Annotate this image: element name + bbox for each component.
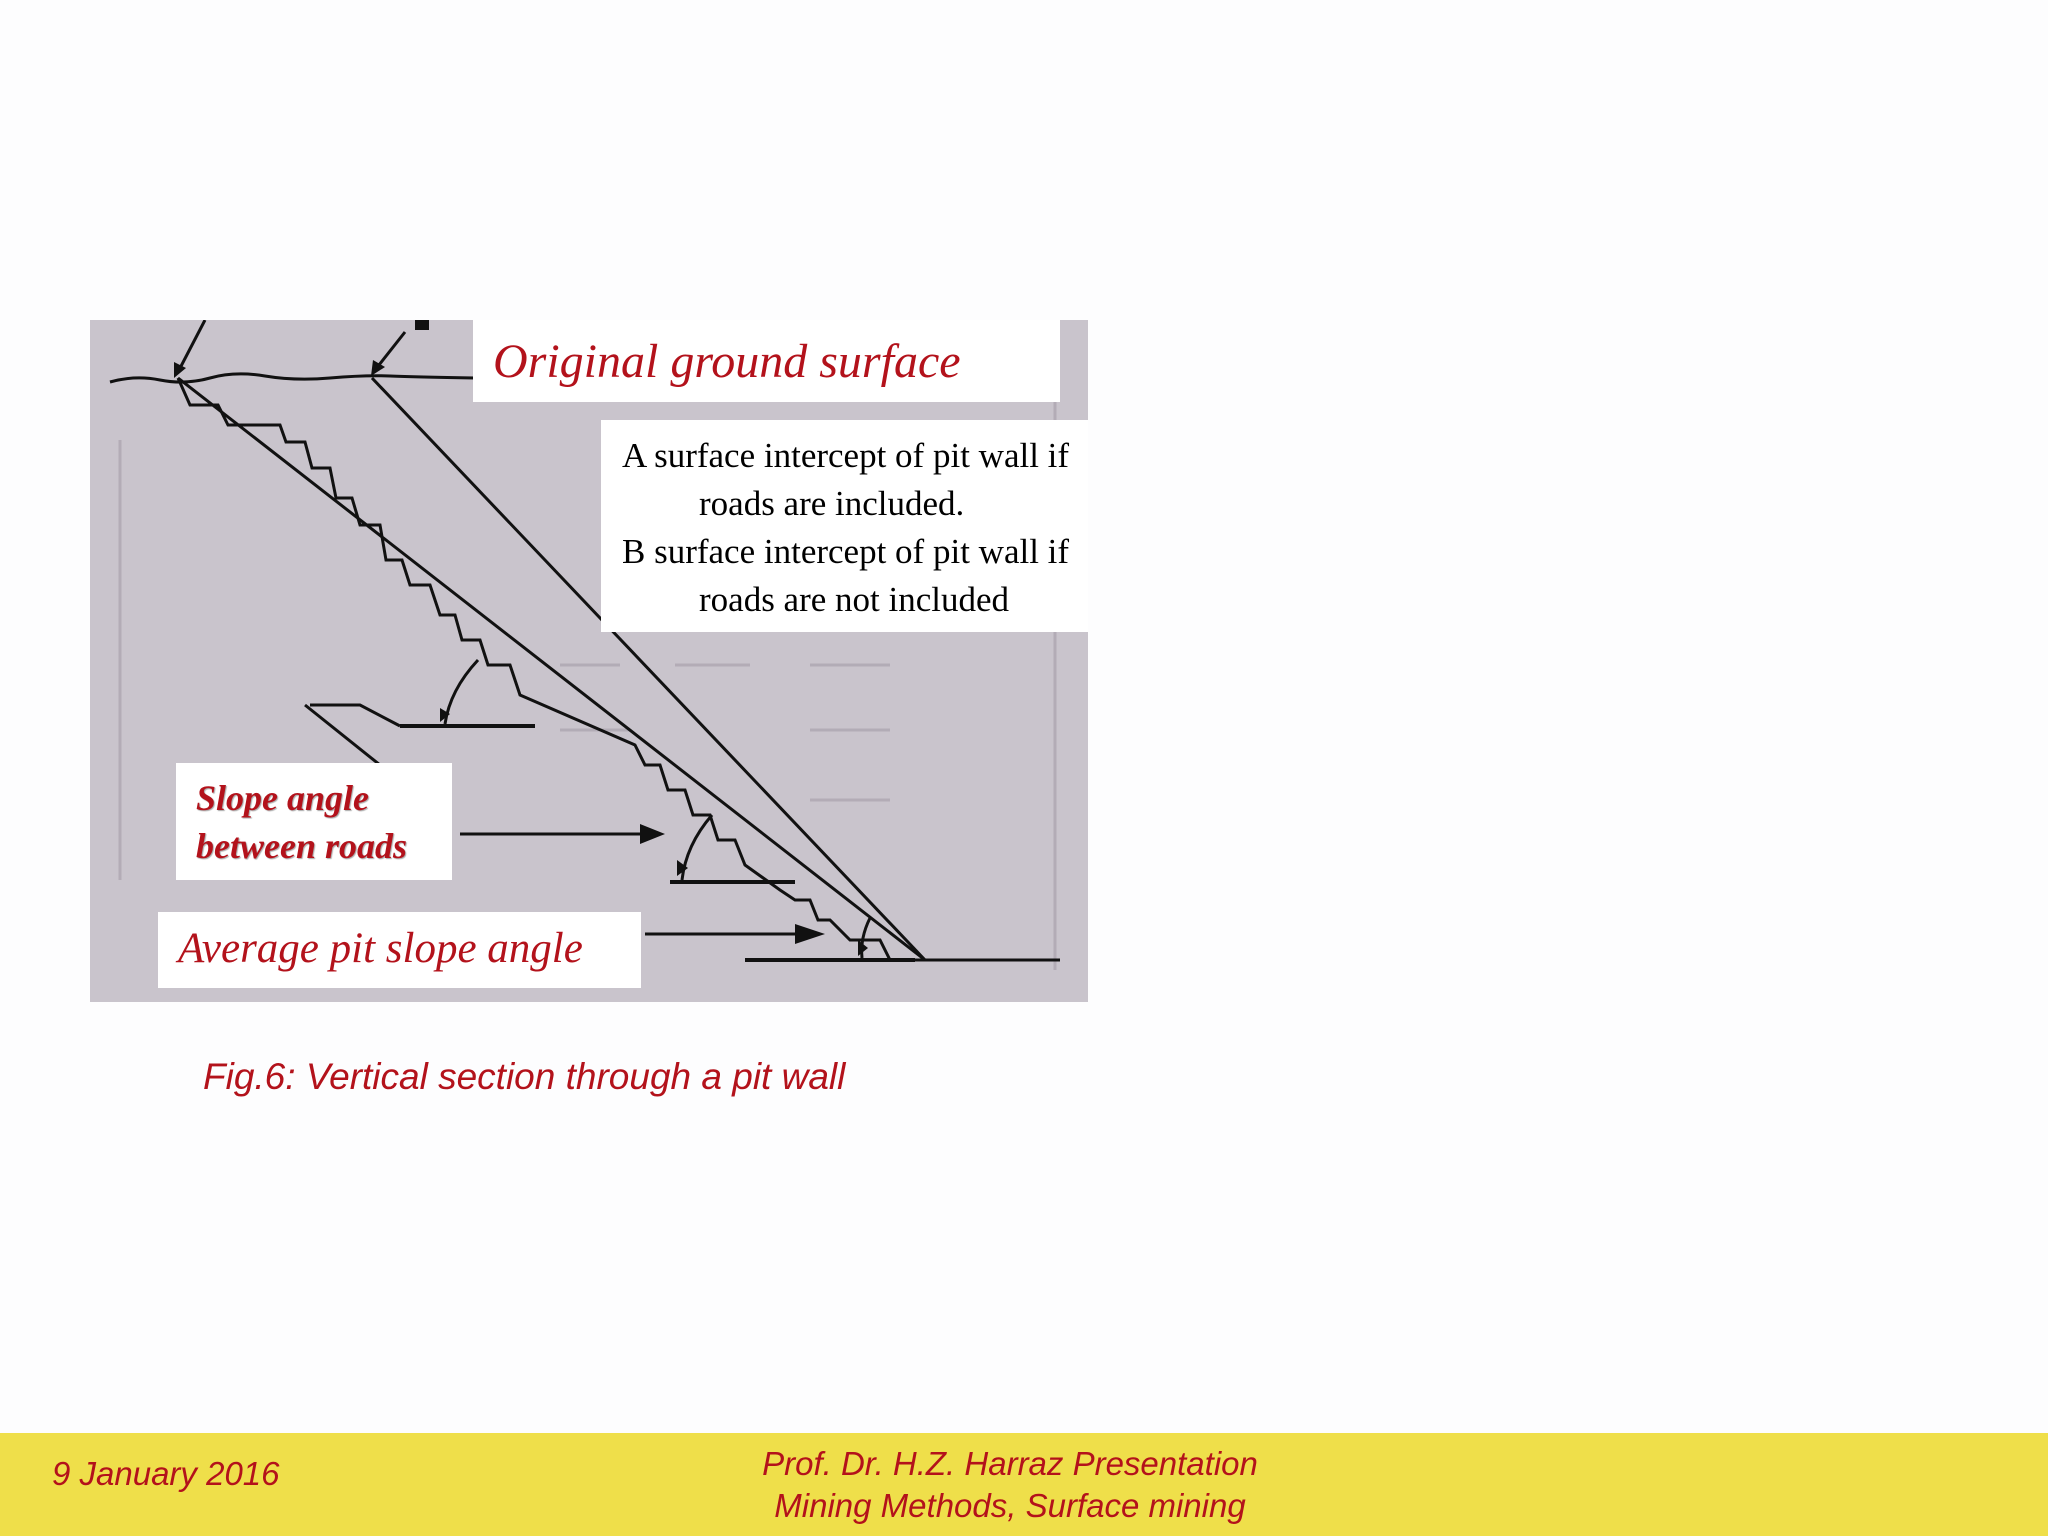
average-slope-label: Average pit slope angle [178,925,583,972]
angle-arc-upper [445,660,478,724]
ground-surface-label-box [473,320,1060,402]
footer-credits [680,1443,1340,1527]
intercept-legend-box [601,420,1088,632]
footer-bar [0,1433,2048,1536]
legend-line-b-cont: roads are not included [699,580,1010,619]
slope-angle-label-line1: Slope angle [196,778,370,818]
legend-line-a-cont: roads are included. [699,484,965,523]
slope-angle-label-box [176,763,452,880]
slope-label-pointer [310,705,400,726]
slope-angle-label-line2: between roads [196,826,407,866]
footer-date: 9 January 2016 [52,1455,280,1492]
average-label-arrowhead [795,924,825,944]
ground-surface-line [110,374,475,382]
ground-surface-label: Original ground surface [493,335,961,388]
angle-arc-middle [682,815,712,880]
slope-label-arrowhead [640,824,665,844]
figure-caption: Fig.6: Vertical section through a pit wall [203,1056,846,1097]
marker-top-block [415,320,429,330]
legend-line-b: B surface intercept of pit wall if [622,532,1070,571]
footer-presenter: Prof. Dr. H.Z. Harraz Presentation [762,1445,1258,1482]
arrow-a-head [174,362,186,378]
footer-topic: Mining Methods, Surface mining [774,1487,1246,1524]
arrow-a-line [178,320,205,372]
average-slope-label-box [158,912,641,988]
legend-line-a: A surface intercept of pit wall if [622,436,1070,475]
slope-label-leader [305,705,380,765]
